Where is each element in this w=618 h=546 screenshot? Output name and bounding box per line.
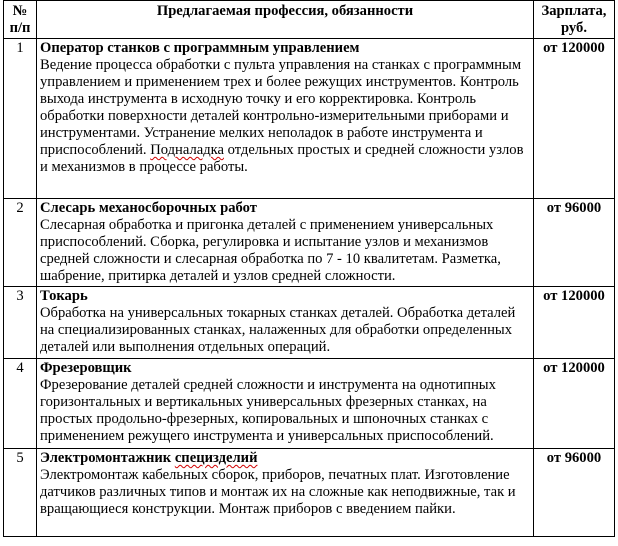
profession-cell xyxy=(37,39,534,199)
table-row xyxy=(4,199,615,287)
profession-title: Токарь xyxy=(40,288,88,304)
table-row xyxy=(4,287,615,359)
row-number: 4 xyxy=(4,359,37,449)
table-row xyxy=(4,359,615,449)
row-number: 3 xyxy=(4,287,37,359)
profession-duties xyxy=(40,57,530,176)
profession-title xyxy=(40,450,530,467)
header-profession: Предлагаемая профессия, обязанности xyxy=(37,1,534,39)
salary-cell: от 120000 xyxy=(534,359,615,449)
profession-duties: Электромонтаж кабельных сборок, приборов, печатных плат. Изготовление датчиков различных типов и монтаж их на сложные как неподвижные, так и вращающиеся конструкции. Монтаж приборов с введением пайки. xyxy=(40,467,516,517)
profession-duties: Обработка на универсальных токарных станках деталей. Обработка деталей на специализированных станках, налаженных для обработки определенных деталей или выполнения отдельных операций. xyxy=(40,305,516,355)
table-row xyxy=(4,449,615,537)
salary-cell: от 96000 xyxy=(534,449,615,537)
duties-misspelled-word: Подналадка xyxy=(150,142,224,158)
duties-text: отдельных простых и средней сложности узлов и механизмов в процессе работы. xyxy=(40,142,524,175)
salary-cell: от 120000 xyxy=(534,287,615,359)
profession-title-text: Электромонтажник xyxy=(40,450,175,466)
title-misspelled-word: специзделий xyxy=(174,450,258,466)
profession-cell xyxy=(37,287,534,359)
table-row xyxy=(4,39,615,199)
row-number: 5 xyxy=(4,449,37,537)
profession-cell xyxy=(37,199,534,287)
profession-cell xyxy=(37,359,534,449)
profession-title: Фрезеровщик xyxy=(40,360,132,376)
salary-cell: от 120000 xyxy=(534,39,615,199)
profession-duties: Слесарная обработка и пригонка деталей с применением универсальных приспособлений. Сборка, регулировка и испытание узлов и механизмов средней сложности и слесарная обработка по 7 - 10 квалитетам. Разметка, шабрение, притирка деталей и узлов средней сложности. xyxy=(40,217,501,284)
profession-title: Слесарь механосборочных работ xyxy=(40,200,257,216)
profession-title: Оператор станков с программным управлением xyxy=(40,40,360,56)
duties-text: Ведение процесса обработки с пульта управления на станках с программным управлением и применением трех и более режущих инструментов. Контроль выхода инструмента в исходную точку и его корректировка. Контроль обработки поверхности деталей контрольно-измерительными приборами и инструментами. Устранение мелких неполадок в работе инструмента и приспособлений. xyxy=(40,57,522,158)
vacancies-table xyxy=(3,0,615,537)
profession-cell xyxy=(37,449,534,537)
header-num: № п/п xyxy=(4,1,37,39)
row-number: 1 xyxy=(4,39,37,199)
table-header-row xyxy=(4,1,615,39)
header-salary: Зарплата, руб. xyxy=(534,1,615,39)
salary-cell: от 96000 xyxy=(534,199,615,287)
row-number: 2 xyxy=(4,199,37,287)
profession-duties: Фрезерование деталей средней сложности и инструмента на однотипных горизонтальных и вертикальных универсальных фрезерных станках, на простых продольно-фрезерных, копировальных и шпоночных станках с применением режущего инструмента и универсальных приспособлений. xyxy=(40,377,496,444)
